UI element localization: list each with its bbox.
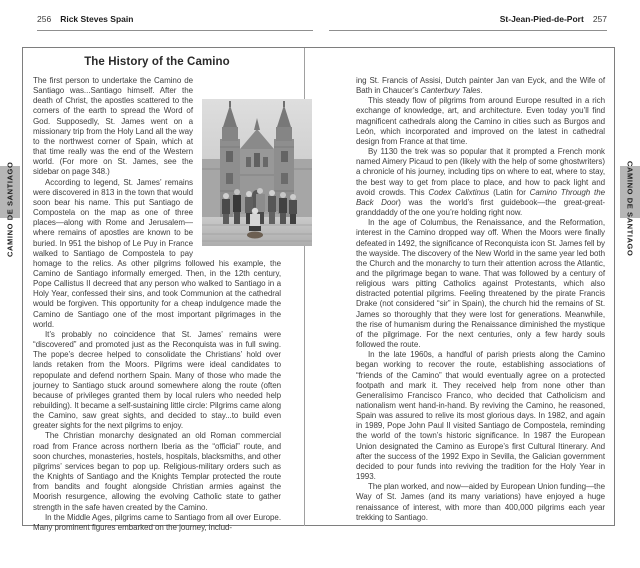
left-edge-tab-label: CAMINO DE SANTIAGO	[5, 161, 15, 257]
paragraph: This steady flow of pilgrims from around Europe resulted in a rich exchange of knowledge, art, and architecture. Even today you’ll find magnificent cathedrals along the Camino in cities such as Burgos and León, which incorporated and improved on the latest in cathedral design from France at that time.	[356, 96, 605, 146]
sidebar-title: The History of the Camino	[84, 56, 230, 68]
santiago-cathedral-photo	[202, 99, 312, 246]
right-running-head	[500, 14, 607, 24]
right-header-rule	[329, 30, 607, 31]
paragraph: The plan worked, and now—aided by European Union funding—the Way of St. James (and its many variations) have enjoyed a huge renaissance of interest, with more than 400,000 pilgrims each year trekking to Santiago.	[356, 482, 605, 522]
right-text-column	[356, 76, 605, 523]
right-page-number: 257	[592, 14, 607, 24]
paragraph: According to legend, St. James’ remains were discovered in 813 in the town that would soon bear his name. This put Santiago de Compostela on the map as one of three places—along with Rome and Jerusalem—where remains of apostles are known to be buried. In 951 the bishop of Le Puy in France walked to Santiago de Compostela to pay homage to the relics. As other pilgrims followed his example, the Camino de Santiago informally emerged. Then, in the 12th century, Pope Callistus II decreed that any person who walked to Santiago in a Holy Year, confessed their sins, and took Communion at the cathedral would be forgiven. This opportunity for a cheap indulgence made the Camino de Santiago one of the most important pilgrimages in the world.	[33, 177, 281, 329]
left-header-rule	[37, 30, 313, 31]
paragraph: The first person to undertake the Camino de Santiago was...Santiago himself. After the death of Christ, the apostles scattered to the corners of the earth to spread the Word of God. Supposedly, St. James went on a missionary trip from the Holy Land all the way to the northwest corner of Spain, which at that time really was the end of the Western world. (For more on St. James, see the sidebar on page 348.)	[33, 76, 193, 177]
paragraph: It’s probably no coincidence that St. James’ remains were “discovered” and promoted just as the Reconquista was in full swing. The pope’s decree helped to consolidate the Christians’ hold over lands retaken from the Moors. Pilgrims were ideal candidates to repopulate and defend northern Spain. Many of those who made the journey to Santiago stuck around somewhere along the route (often because of privileges granted them by local rulers who needed help rebuilding). It became a self-sustaining little circle: Pilgrims came along the Camino, saw great sights, and decided to stay...to build even greater sights for the next pilgrims to enjoy.	[33, 329, 281, 431]
left-text-column	[33, 76, 281, 533]
paragraph: By 1130 the trek was so popular that it prompted a French monk named Aimery Picaud to pen (likely with the help of some ghostwriters) a chronicle of his journey, including tips on where to eat, where to stay, the best way to get from place to place, and how to pack light and avoid crowds. This Codex Calixtinus (Latin for Camino Through the Back Door) was the world’s first guidebook—the great-great-granddaddy of the one you’re holding right now.	[356, 147, 606, 218]
paragraph: The Christian monarchy designated an old Roman commercial road from France across northern Iberia as the “official” route, and soon churches, monasteries, hostels, hospitals, blacksmiths, and other pilgrims’ services began to pop up. Religious-military orders such as the Knights of Santiago and the Knights Templar protected the route from bandits and fought alongside Christian armies against the Moorish resurgence, allowing the evolving Catholic state to gather strength in the safe haven created by the Camino.	[33, 431, 281, 512]
left-running-head	[37, 14, 133, 24]
left-page-number: 256	[37, 14, 52, 24]
right-running-title: St-Jean-Pied-de-Port	[499, 14, 584, 24]
right-edge-tab-label: CAMINO DE SANTIAGO	[625, 161, 635, 257]
paragraph: ing St. Francis of Assisi, Dutch painter Jan van Eyck, and the Wife of Bath in Chaucer’s Canterbury Tales.	[356, 76, 605, 96]
left-running-title: Rick Steves Spain	[60, 14, 134, 24]
paragraph: In the age of Columbus, the Renaissance, and the Reformation, interest in the Camino dropped way off. When the Moors were finally defeated in 1492, the significance of Reconquista icon St. James fell by the wayside. The discovery of the New World in the same year led both the Church and the monarchy to turn their attention across the Atlantic, and the pilgrimage began to wane. That was followed by a century of religious wars pitting Catholics against Protestants, which also distracted potential pilgrims. Feeling threatened by the pirate Francis Drake (not considered “sir” in Spain), the church hid the remains of St. James so thoroughly that they were lost for generations. Meanwhile, the rise of humanism during the Renaissance diminished the mystique of the pilgrimage. For the next centuries, only a few hardy souls followed the route.	[356, 218, 605, 350]
paragraph: In the late 1960s, a handful of parish priests along the Camino began working to recover the route, establishing associations of “friends of the Camino” that would eventually agree on a protected footpath and mark it. They received help from none other than Generalísimo Francisco Franco, who decided that Catholicism and nationalism went hand-in-hand. By reviving the Camino, he reasoned, Spain was assured to relive its most glorious days. In 1982, and again in 1989, Pope John Paul II visited Santiago de Compostela, reminding the world of the town’s historic significance. In 1987 the European Union designated the Camino as Europe’s first Cultural Itinerary. And after the success of the 1992 Expo in Sevilla, the Galician government decided to pour funds into reviving the tradition for the Holy Year in 1993.	[356, 350, 605, 482]
paragraph: In the Middle Ages, pilgrims came to Santiago from all over Europe. Many prominent figures embarked on the journey, includ-	[33, 512, 281, 532]
cathedral-photo-graphic	[202, 99, 312, 246]
